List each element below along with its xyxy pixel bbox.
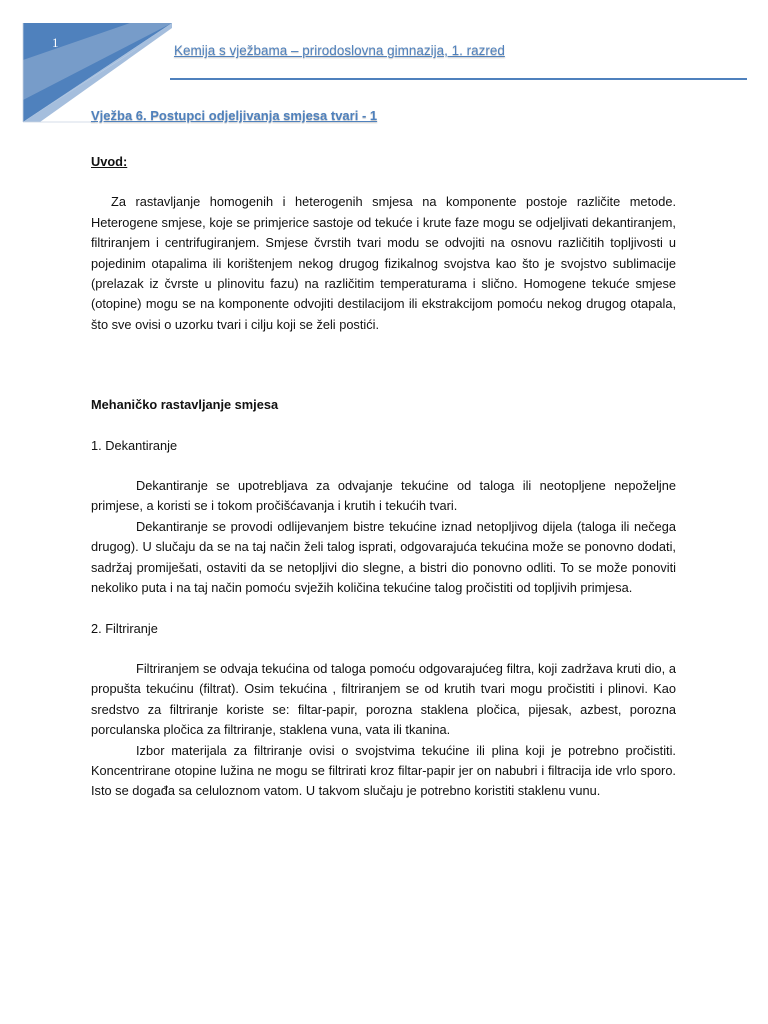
corner-decoration xyxy=(0,0,180,125)
filtering-paragraph-2: Izbor materijala za filtriranje ovisi o svojstvima tekućine ili plina koji je potrebno pročistiti. Koncentrirane otopine lužina ne mogu se filtrirati kroz filtar-papir jer on nabubri i filtracija ide vrlo sporo. Isto se događa sa celuloznom vatom. U takvom slučaju je potrebno koristiti staklenu vunu. xyxy=(91,742,676,799)
decanting-paragraph-1: Dekantiranje se upotrebljava za odvajanje tekućine od taloga ili neotopljene nepoželjne primjese, a koristi se i tokom pročišćavanja i krutih i tekućih tvari. xyxy=(91,478,676,514)
document-body xyxy=(91,152,676,802)
intro-paragraph: Za rastavljanje homogenih i heterogenih smjesa na komponente postoje različite metode. Heterogene smjese, koje se primjerice sastoje od tekuće i krute faze mogu se odjeljivati dekantiranjem, filtriranjem i centrifugiranjem. Smjese čvrstih tvari modu se odvojiti na osnovu različitih topljivosti u pojedinim otapalima ili korištenjem nekog drugog fizikalnog svojstva kao što je svojstvo sublimacije (prelazak iz čvrste u plinovitu fazu) na različitim temperaturama i slično. Homogene tekuće smjese (otopine) mogu se na komponente odvojiti destilacijom ili ekstrakcijom pomoću nekog drugog otapala, što sve ovisi o uzorku tvari i cilju koji se želi postići. xyxy=(91,194,676,332)
page-number: 1 xyxy=(52,35,59,50)
decanting-paragraph-2: Dekantiranje se provodi odlijevanjem bistre tekućine iznad netopljivog dijela (taloga ili nečega drugog). U slučaju da se na taj način želi talog isprati, odgovarajuća tekućina može se ponovno dodati, sadržaj promiješati, ostaviti da se netopljivi dio slegne, a bistri dio ponovno odliti. To se može ponoviti nekoliko puta i na taj način pomoću svježih količina tekućine talog pročistiti od topljivih primjesa. xyxy=(91,518,676,596)
section-heading: Mehaničko rastavljanje smjesa xyxy=(91,397,279,413)
header-rule xyxy=(170,78,747,80)
exercise-title: Vježba 6. Postupci odjeljivanja smjesa tvari - 1 xyxy=(91,108,378,123)
decanting-heading: 1. Dekantiranje xyxy=(91,437,178,453)
intro-heading: Uvod: xyxy=(91,154,128,169)
header-title: Kemija s vježbama – prirodoslovna gimnazija, 1. razred xyxy=(174,43,505,58)
filtering-heading: 2. Filtriranje xyxy=(91,620,158,636)
filtering-paragraph-1: Filtriranjem se odvaja tekućina od taloga pomoću odgovarajućeg filtra, koji zadržava kruti dio, a propušta tekućinu (filtrat). Osim tekućina , filtriranjem se od krutih tvari mogu pročistiti i plinovi. Kao sredstvo za filtriranje koriste se: filtar-papir, porozna staklena pločica, pijesak, azbest, porozna porculanska pločica za filtriranje, staklena vuna, vata ili tkanina. xyxy=(91,660,676,738)
